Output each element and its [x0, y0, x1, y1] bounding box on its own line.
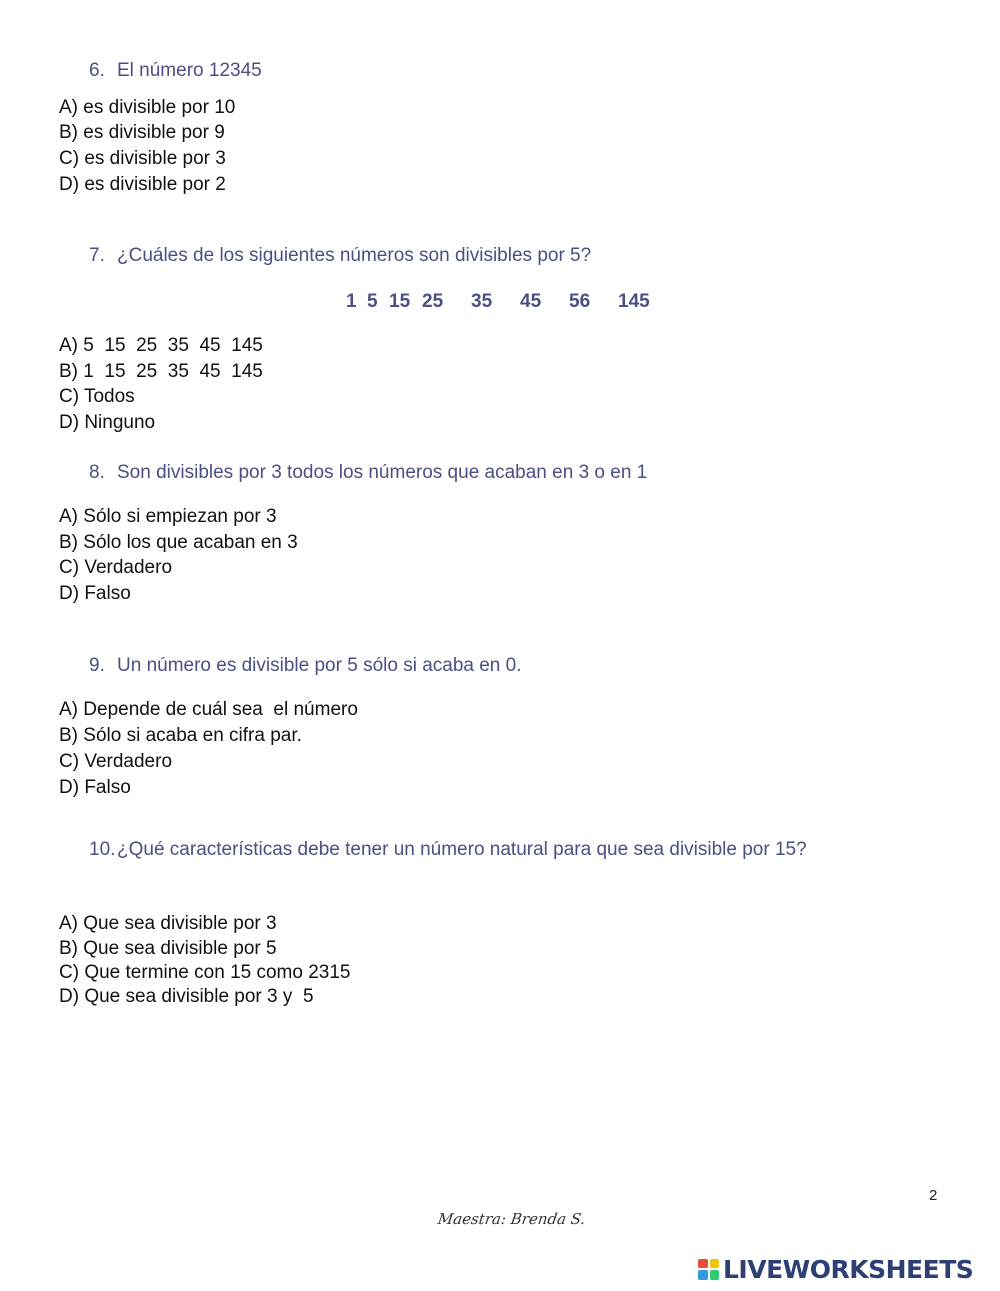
question-8-option-c[interactable]: C) Verdadero — [59, 557, 173, 578]
teacher-signature: Maestra: Brenda S. — [436, 1210, 587, 1228]
question-7-text: ¿Cuáles de los siguientes números son divisibles por 5? — [117, 245, 592, 266]
question-7-option-a[interactable]: A) 5 15 25 35 45 145 — [59, 335, 263, 356]
number-25: 25 — [422, 291, 444, 312]
question-9-option-c[interactable]: C) Verdadero — [59, 751, 173, 772]
logo-squares-icon — [698, 1259, 719, 1280]
question-10-title — [89, 839, 807, 861]
logo-text: LIVEWORKSHEETS — [723, 1254, 974, 1284]
question-8-title — [89, 462, 647, 484]
question-8-option-a[interactable]: A) Sólo si empiezan por 3 — [59, 506, 277, 527]
question-7-option-c[interactable]: C) Todos — [59, 386, 135, 407]
question-6-option-d[interactable]: D) es divisible por 2 — [59, 174, 226, 195]
question-8-text: Son divisibles por 3 todos los números que acaban en 3 o en 1 — [117, 462, 648, 483]
number-45: 45 — [520, 291, 542, 312]
question-7-number: 7. — [89, 245, 105, 266]
question-7-option-d[interactable]: D) Ninguno — [59, 412, 156, 433]
liveworksheets-logo — [698, 1254, 973, 1284]
question-7-title — [89, 245, 591, 267]
question-9-option-d[interactable]: D) Falso — [59, 777, 131, 798]
question-6-option-a[interactable]: A) es divisible por 10 — [59, 97, 236, 118]
number-145: 145 — [618, 291, 650, 312]
question-9-number: 9. — [89, 655, 105, 676]
question-6-number: 6. — [89, 60, 105, 81]
number-1: 1 — [346, 291, 357, 312]
question-10-option-a[interactable]: A) Que sea divisible por 3 — [59, 913, 277, 934]
number-5: 5 — [367, 291, 378, 312]
question-9-title — [89, 655, 522, 677]
logo-square-red — [698, 1259, 708, 1269]
question-8-option-d[interactable]: D) Falso — [59, 583, 131, 604]
page-number: 2 — [929, 1187, 938, 1204]
question-10-option-d[interactable]: D) Que sea divisible por 3 y 5 — [59, 986, 314, 1007]
question-10-option-c[interactable]: C) Que termine con 15 como 2315 — [59, 962, 351, 983]
question-8-number: 8. — [89, 462, 105, 483]
question-10-text: ¿Qué características debe tener un número natural para que sea divisible por 15? — [117, 839, 807, 860]
number-56: 56 — [569, 291, 591, 312]
question-10-option-b[interactable]: B) Que sea divisible por 5 — [59, 938, 277, 959]
question-6-option-b[interactable]: B) es divisible por 9 — [59, 122, 225, 143]
question-9-option-a[interactable]: A) Depende de cuál sea el número — [59, 699, 358, 720]
question-6-title — [89, 60, 262, 82]
question-7-option-b[interactable]: B) 1 15 25 35 45 145 — [59, 361, 263, 382]
question-8-option-b[interactable]: B) Sólo los que acaban en 3 — [59, 532, 298, 553]
logo-square-yellow — [710, 1259, 720, 1269]
number-35: 35 — [471, 291, 493, 312]
number-15: 15 — [389, 291, 411, 312]
question-10-number: 10. — [89, 839, 116, 860]
question-9-text: Un número es divisible por 5 sólo si acaba en 0. — [117, 655, 522, 676]
question-6-text: El número 12345 — [117, 60, 262, 81]
logo-square-blue — [698, 1270, 708, 1280]
question-6-option-c[interactable]: C) es divisible por 3 — [59, 148, 226, 169]
logo-square-green — [710, 1270, 720, 1280]
question-9-option-b[interactable]: B) Sólo si acaba en cifra par. — [59, 725, 302, 746]
